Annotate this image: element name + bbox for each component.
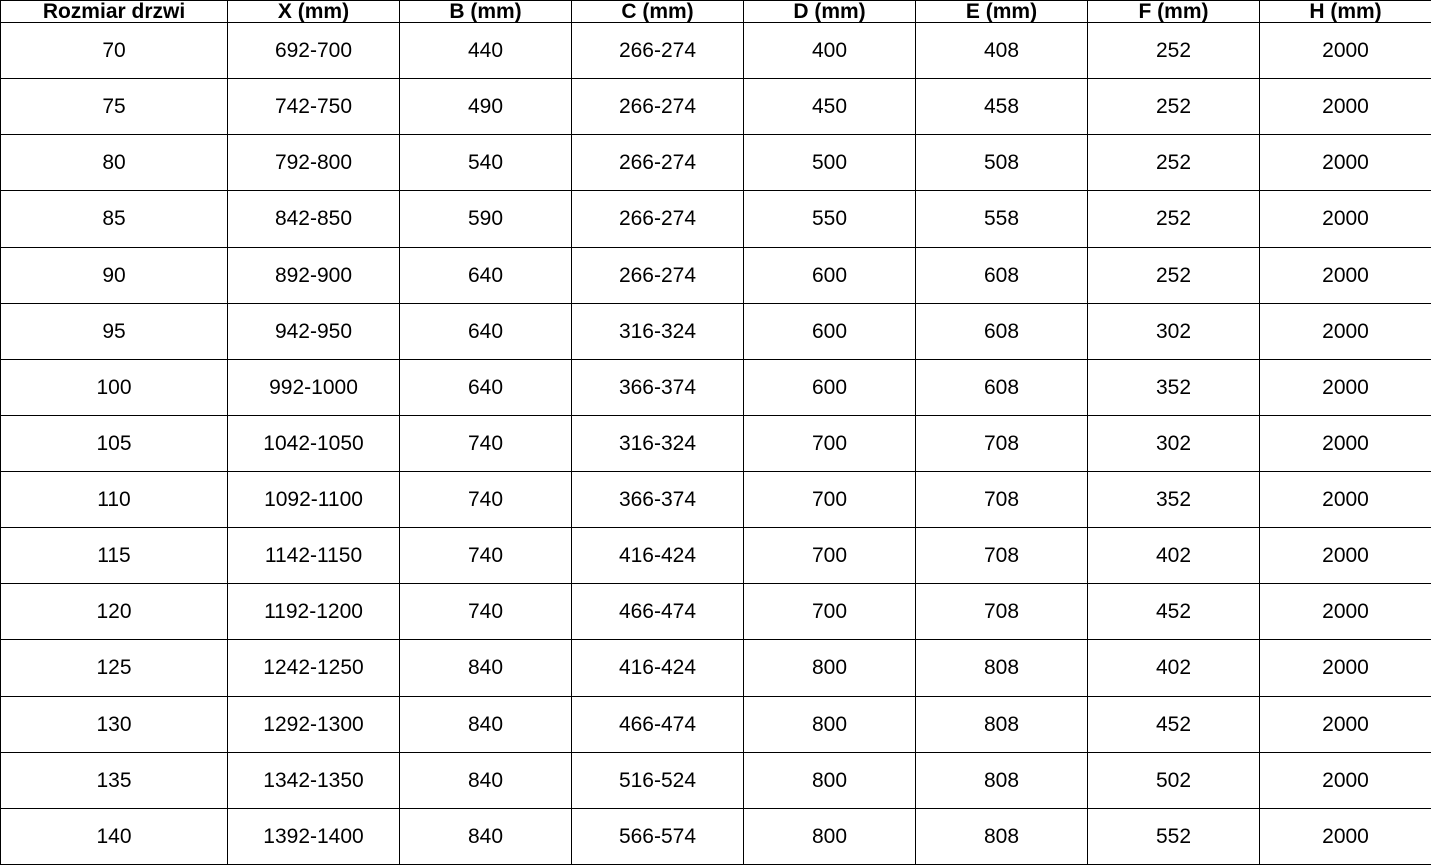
dimension-cell-c: 516-524 — [572, 752, 744, 808]
dimension-cell-d: 800 — [744, 696, 916, 752]
dimension-cell-e: 558 — [916, 191, 1088, 247]
dimension-cell-b: 740 — [400, 528, 572, 584]
door-size-cell: 135 — [1, 752, 228, 808]
dimension-cell-x: 1142-1150 — [228, 528, 400, 584]
table-row — [1, 79, 1431, 135]
dimension-cell-c: 266-274 — [572, 79, 744, 135]
dimension-cell-h: 2000 — [1260, 23, 1431, 79]
dimension-cell-x: 842-850 — [228, 191, 400, 247]
table-row — [1, 528, 1431, 584]
dimension-cell-x: 792-800 — [228, 135, 400, 191]
dimension-cell-c: 266-274 — [572, 247, 744, 303]
dimension-cell-x: 1292-1300 — [228, 696, 400, 752]
door-size-cell: 95 — [1, 303, 228, 359]
column-header-b-mm: B (mm) — [400, 1, 572, 23]
dimension-cell-x: 1042-1050 — [228, 415, 400, 471]
dimension-cell-b: 840 — [400, 696, 572, 752]
dimension-cell-d: 700 — [744, 528, 916, 584]
dimension-cell-h: 2000 — [1260, 584, 1431, 640]
dimension-cell-f: 252 — [1088, 79, 1260, 135]
dimension-cell-d: 800 — [744, 640, 916, 696]
table-header — [1, 1, 1431, 23]
dimension-cell-c: 466-474 — [572, 584, 744, 640]
dimension-cell-e: 608 — [916, 359, 1088, 415]
dimension-cell-b: 540 — [400, 135, 572, 191]
door-size-cell: 80 — [1, 135, 228, 191]
dimension-cell-d: 600 — [744, 247, 916, 303]
dimension-cell-d: 600 — [744, 303, 916, 359]
dimension-cell-x: 992-1000 — [228, 359, 400, 415]
dimension-cell-f: 552 — [1088, 808, 1260, 864]
dimension-cell-f: 352 — [1088, 359, 1260, 415]
dimension-cell-c: 416-424 — [572, 528, 744, 584]
dimension-cell-d: 800 — [744, 752, 916, 808]
dimension-cell-d: 600 — [744, 359, 916, 415]
table-row — [1, 752, 1431, 808]
table-row — [1, 359, 1431, 415]
column-header-x-mm: X (mm) — [228, 1, 400, 23]
door-size-cell: 115 — [1, 528, 228, 584]
dimension-cell-b: 840 — [400, 752, 572, 808]
dimension-cell-c: 316-324 — [572, 303, 744, 359]
dimension-cell-x: 692-700 — [228, 23, 400, 79]
table-row — [1, 135, 1431, 191]
dimension-cell-h: 2000 — [1260, 472, 1431, 528]
table-row — [1, 584, 1431, 640]
dimension-cell-b: 640 — [400, 359, 572, 415]
dimension-cell-d: 700 — [744, 415, 916, 471]
dimension-cell-d: 800 — [744, 808, 916, 864]
table-row — [1, 808, 1431, 864]
dimension-cell-f: 352 — [1088, 472, 1260, 528]
dimension-cell-f: 252 — [1088, 191, 1260, 247]
dimension-cell-d: 400 — [744, 23, 916, 79]
dimension-cell-c: 366-374 — [572, 359, 744, 415]
dimension-cell-b: 840 — [400, 808, 572, 864]
dimension-cell-h: 2000 — [1260, 640, 1431, 696]
table-row — [1, 415, 1431, 471]
dimension-cell-e: 808 — [916, 808, 1088, 864]
dimension-cell-h: 2000 — [1260, 79, 1431, 135]
dimension-cell-x: 1342-1350 — [228, 752, 400, 808]
dimension-cell-e: 608 — [916, 247, 1088, 303]
dimension-cell-f: 452 — [1088, 696, 1260, 752]
dimension-cell-x: 942-950 — [228, 303, 400, 359]
table-row — [1, 303, 1431, 359]
door-size-cell: 110 — [1, 472, 228, 528]
dimension-cell-c: 266-274 — [572, 191, 744, 247]
dimension-cell-b: 740 — [400, 584, 572, 640]
dimension-cell-h: 2000 — [1260, 808, 1431, 864]
dimension-cell-b: 640 — [400, 303, 572, 359]
table-body — [1, 23, 1431, 865]
column-header-c-mm: C (mm) — [572, 1, 744, 23]
door-size-cell: 100 — [1, 359, 228, 415]
door-size-cell: 85 — [1, 191, 228, 247]
dimension-cell-f: 252 — [1088, 23, 1260, 79]
dimension-cell-f: 502 — [1088, 752, 1260, 808]
dimension-cell-b: 840 — [400, 640, 572, 696]
dimension-cell-h: 2000 — [1260, 696, 1431, 752]
table-row — [1, 247, 1431, 303]
dimension-cell-b: 440 — [400, 23, 572, 79]
dimension-cell-e: 408 — [916, 23, 1088, 79]
door-size-cell: 130 — [1, 696, 228, 752]
column-header-f-mm: F (mm) — [1088, 1, 1260, 23]
dimension-cell-h: 2000 — [1260, 135, 1431, 191]
table-row — [1, 23, 1431, 79]
dimension-cell-f: 252 — [1088, 247, 1260, 303]
door-size-cell: 70 — [1, 23, 228, 79]
dimension-cell-x: 1192-1200 — [228, 584, 400, 640]
dimension-cell-e: 708 — [916, 584, 1088, 640]
dimension-cell-e: 808 — [916, 752, 1088, 808]
dimension-cell-f: 302 — [1088, 303, 1260, 359]
door-size-cell: 105 — [1, 415, 228, 471]
dimension-cell-d: 450 — [744, 79, 916, 135]
dimension-cell-b: 590 — [400, 191, 572, 247]
column-header-rozmiar-drzwi: Rozmiar drzwi — [1, 1, 228, 23]
door-size-cell: 140 — [1, 808, 228, 864]
dimension-cell-e: 708 — [916, 415, 1088, 471]
table-row — [1, 640, 1431, 696]
dimension-cell-x: 1092-1100 — [228, 472, 400, 528]
dimension-cell-d: 700 — [744, 472, 916, 528]
dimension-cell-f: 252 — [1088, 135, 1260, 191]
dimension-cell-e: 708 — [916, 528, 1088, 584]
dimension-cell-b: 740 — [400, 472, 572, 528]
dimension-cell-h: 2000 — [1260, 415, 1431, 471]
dimension-cell-c: 466-474 — [572, 696, 744, 752]
dimension-cell-c: 366-374 — [572, 472, 744, 528]
dimension-cell-c: 416-424 — [572, 640, 744, 696]
dimension-cell-d: 700 — [744, 584, 916, 640]
dimension-cell-e: 608 — [916, 303, 1088, 359]
column-header-h-mm: H (mm) — [1260, 1, 1431, 23]
table-row — [1, 472, 1431, 528]
dimension-cell-c: 266-274 — [572, 23, 744, 79]
table-row — [1, 696, 1431, 752]
dimension-cell-h: 2000 — [1260, 191, 1431, 247]
door-size-cell: 120 — [1, 584, 228, 640]
header-row — [1, 1, 1431, 23]
dimension-cell-e: 808 — [916, 696, 1088, 752]
dimension-cell-x: 1242-1250 — [228, 640, 400, 696]
dimension-cell-d: 550 — [744, 191, 916, 247]
dimension-cell-b: 640 — [400, 247, 572, 303]
dimension-cell-x: 892-900 — [228, 247, 400, 303]
dimension-cell-e: 808 — [916, 640, 1088, 696]
dimension-cell-e: 708 — [916, 472, 1088, 528]
dimension-cell-x: 742-750 — [228, 79, 400, 135]
dimension-cell-f: 302 — [1088, 415, 1260, 471]
dimension-cell-f: 402 — [1088, 640, 1260, 696]
door-size-cell: 90 — [1, 247, 228, 303]
dimension-cell-h: 2000 — [1260, 528, 1431, 584]
dimension-cell-c: 266-274 — [572, 135, 744, 191]
dimension-cell-f: 402 — [1088, 528, 1260, 584]
dimension-cell-x: 1392-1400 — [228, 808, 400, 864]
dimension-cell-h: 2000 — [1260, 247, 1431, 303]
dimension-cell-h: 2000 — [1260, 303, 1431, 359]
door-size-cell: 75 — [1, 79, 228, 135]
dimension-cell-b: 490 — [400, 79, 572, 135]
table-row — [1, 191, 1431, 247]
dimension-cell-e: 458 — [916, 79, 1088, 135]
dimension-cell-h: 2000 — [1260, 359, 1431, 415]
dimension-cell-e: 508 — [916, 135, 1088, 191]
dimension-cell-c: 566-574 — [572, 808, 744, 864]
dimension-cell-d: 500 — [744, 135, 916, 191]
column-header-d-mm: D (mm) — [744, 1, 916, 23]
dimension-cell-h: 2000 — [1260, 752, 1431, 808]
dimension-cell-b: 740 — [400, 415, 572, 471]
dimension-cell-c: 316-324 — [572, 415, 744, 471]
column-header-e-mm: E (mm) — [916, 1, 1088, 23]
dimension-cell-f: 452 — [1088, 584, 1260, 640]
door-size-cell: 125 — [1, 640, 228, 696]
